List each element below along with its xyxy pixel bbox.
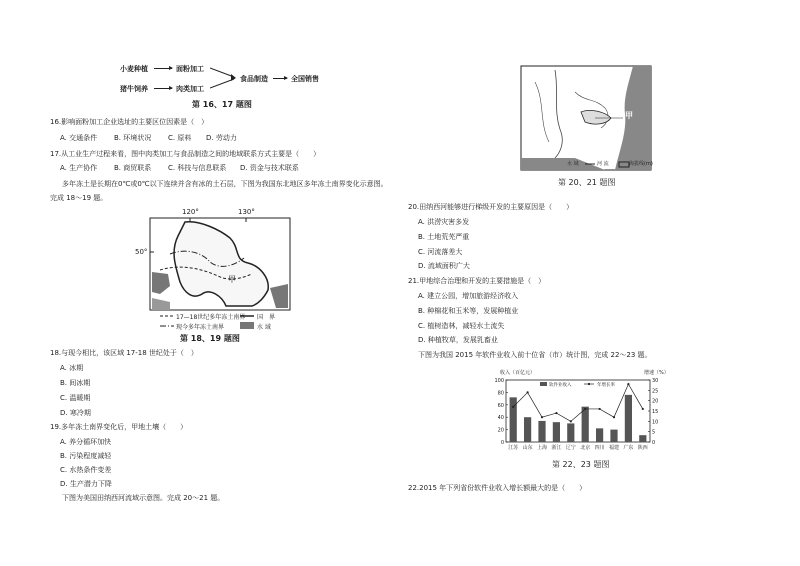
bar-福建 [610, 430, 617, 442]
map20-legend-scale: 海拔线(m) [629, 161, 653, 167]
intro-18-line2: 完成 18～19 题。 [50, 194, 108, 202]
legend-line-marker [588, 383, 590, 385]
flow-meat: 肉类加工 [176, 85, 204, 93]
growth-point-浙江 [555, 412, 557, 414]
growth-point-上海 [541, 416, 543, 418]
bar-辽宁 [567, 423, 574, 442]
question-19: 19.多年冻土南界变化后，甲地土壤（ ） [50, 423, 188, 431]
flow-cattle: 猪牛饲养 [120, 85, 148, 93]
y-right-tick-label: 20 [652, 398, 659, 405]
growth-point-陕西 [642, 408, 644, 410]
x-tick-label: 江苏 [508, 445, 519, 451]
bar-广东 [625, 395, 632, 442]
y-axis-label: 收入（百亿元） [500, 370, 536, 376]
map18-lon-120: 120° [182, 208, 199, 216]
y-tick-label: 40 [497, 415, 504, 422]
chart-caption: 第 22、23 题图 [552, 460, 610, 469]
question-17: 17.从工业生产过程来看，图中肉类加工与食品制造之间的地域联系方式主要是（ ） [50, 150, 321, 158]
flow-wheat: 小麦种植 [120, 65, 148, 73]
flow-food: 食品制造 [240, 75, 268, 83]
y-tick-label: 60 [497, 402, 504, 409]
q19-option-b[interactable]: B. 污染程度减轻 [60, 452, 112, 460]
map18-lon-130: 130° [238, 208, 255, 216]
q18-option-b[interactable]: B. 间冰期 [60, 379, 91, 387]
intro-20: 下图为美国田纳西河流域示意图。完成 20～21 题。 [62, 494, 225, 502]
question-18: 18.与现今相比，该区域 17-18 世纪处于（ ） [50, 349, 198, 357]
flow-merge-arrows [210, 65, 240, 91]
tennessee-map-svg [515, 62, 655, 174]
flow-diagram [110, 55, 350, 100]
map20-legend-water: 水 域 [567, 161, 579, 167]
q17-option-c[interactable]: C. 科技与信息联系 [168, 164, 227, 172]
y-right-tick-label: 0 [652, 440, 656, 446]
growth-rate-line [513, 384, 643, 421]
growth-point-福建 [613, 416, 615, 418]
permafrost-map [130, 208, 300, 333]
y-right-tick-label: 15 [652, 409, 659, 415]
y-right-tick-label: 25 [652, 388, 659, 395]
y-right-axis-label: 增速（%） [644, 370, 668, 376]
software-revenue-chart [488, 366, 668, 458]
q19-option-d[interactable]: D. 生产潜力下降 [60, 480, 112, 488]
question-21: 21.甲地综合治理和开发的主要措施是（ ） [408, 277, 546, 285]
question-20: 20.田纳西河能够进行梯级开发的主要原因是（ ） [408, 203, 574, 211]
x-tick-label: 福建 [608, 445, 620, 451]
q21-option-c[interactable]: C. 植树造林，减轻水土流失 [418, 322, 505, 330]
growth-point-广东 [627, 383, 629, 385]
question-16: 16.影响面粉加工企业选址的主要区位因素是（ ） [50, 118, 209, 126]
flow-arrow [154, 68, 172, 69]
q19-option-a[interactable]: A. 养分循环加快 [60, 438, 112, 446]
q17-option-d[interactable]: D. 资金与技术联系 [240, 164, 299, 172]
growth-point-北京 [584, 408, 586, 410]
y-tick-label: 100 [494, 378, 504, 384]
flow-sales: 全国销售 [291, 75, 319, 83]
q19-option-c[interactable]: C. 水热条件变差 [60, 466, 112, 474]
q20-option-a[interactable]: A. 洪涝灾害多发 [418, 218, 470, 226]
map18-legend-water: 水 域 [257, 324, 271, 331]
growth-point-山东 [527, 391, 529, 393]
legend-line-label: 年增长率 [597, 383, 615, 388]
q18-option-c[interactable]: C. 温暖期 [60, 394, 91, 402]
map18-legend-old-boundary: 17—18世纪多年冻土南界 [176, 314, 246, 321]
intro-22: 下图为我国 2015 年软件业收入前十位省（市）统计图，完成 22～23 题。 [418, 351, 652, 359]
map20-caption: 第 20、21 题图 [558, 178, 616, 187]
q21-option-d[interactable]: D. 种植牧草，发展乳畜业 [418, 336, 498, 344]
intro-18-line1: 多年冻土是长期在0℃或0℃以下连续并含有冰的土石层，下图为我国东北地区多年冻土南界变化示意图。 [62, 180, 388, 188]
q16-option-b[interactable]: B. 环境状况 [114, 134, 152, 142]
growth-point-四川 [599, 408, 601, 410]
map18-caption: 第 18、19 题图 [180, 334, 240, 343]
y-right-tick-label: 10 [652, 419, 659, 426]
flow-flour: 面粉加工 [176, 65, 204, 73]
q20-option-b[interactable]: B. 土地荒芜严重 [418, 233, 470, 241]
q21-option-a[interactable]: A. 建立公园，增加旅游经济收入 [418, 292, 519, 300]
map18-legend-border: 国 界 [257, 314, 276, 321]
q20-option-c[interactable]: C. 河流落差大 [418, 248, 463, 256]
growth-point-辽宁 [570, 420, 572, 422]
y-right-tick-label: 30 [652, 378, 659, 384]
tennessee-map [515, 62, 655, 174]
x-tick-label: 山东 [522, 445, 533, 451]
q17-option-b[interactable]: B. 商贸联系 [114, 164, 152, 172]
y-tick-label: 80 [497, 390, 504, 397]
map20-legend-river: 河 流 [597, 161, 609, 167]
bar-四川 [596, 428, 603, 442]
x-tick-label: 广东 [623, 445, 634, 451]
map18-region-jia: 甲 [228, 275, 236, 284]
bar-上海 [538, 421, 545, 442]
q20-option-d[interactable]: D. 流域面积广大 [418, 262, 470, 270]
flow-caption: 第 16、17 题图 [192, 100, 252, 109]
bar-北京 [582, 407, 589, 442]
flow-arrow [273, 78, 287, 79]
x-tick-label: 陕西 [637, 445, 648, 451]
chart-svg [488, 366, 668, 458]
map18-lat-50: 50° [135, 248, 148, 256]
map20-region-jia: 甲 [625, 111, 633, 120]
legend-bar-label: 软件业收入 [549, 383, 572, 388]
bar-陕西 [639, 435, 646, 442]
legend-bar-swatch [540, 382, 547, 386]
y-tick-label: 20 [497, 427, 504, 434]
x-tick-label: 辽宁 [565, 445, 576, 451]
y-tick-label: 0 [500, 440, 504, 446]
flow-arrow [154, 88, 172, 89]
q16-option-a[interactable]: A. 交通条件 [60, 134, 98, 142]
bar-山东 [524, 417, 531, 442]
q18-option-d[interactable]: D. 寒冷期 [60, 409, 91, 417]
x-tick-label: 上海 [536, 445, 548, 451]
q18-option-a[interactable]: A. 冰期 [60, 364, 84, 372]
q16-option-c[interactable]: C. 原料 [168, 134, 192, 142]
growth-point-江苏 [512, 406, 514, 408]
x-tick-label: 浙江 [551, 445, 562, 451]
question-22: 22.2015 年下列省份软件业收入增长额最大的是（ ） [408, 484, 587, 492]
q21-option-b[interactable]: B. 种棉花和玉米等，发展种植业 [418, 307, 519, 315]
map18-legend-current-boundary: 现今多年冻土南界 [176, 324, 225, 331]
bar-浙江 [553, 422, 560, 442]
q16-option-d[interactable]: D. 劳动力 [206, 134, 237, 142]
x-tick-label: 四川 [594, 445, 605, 451]
y-right-tick-label: 5 [652, 429, 656, 436]
q17-option-a[interactable]: A. 生产协作 [60, 164, 98, 172]
x-tick-label: 北京 [580, 445, 591, 451]
